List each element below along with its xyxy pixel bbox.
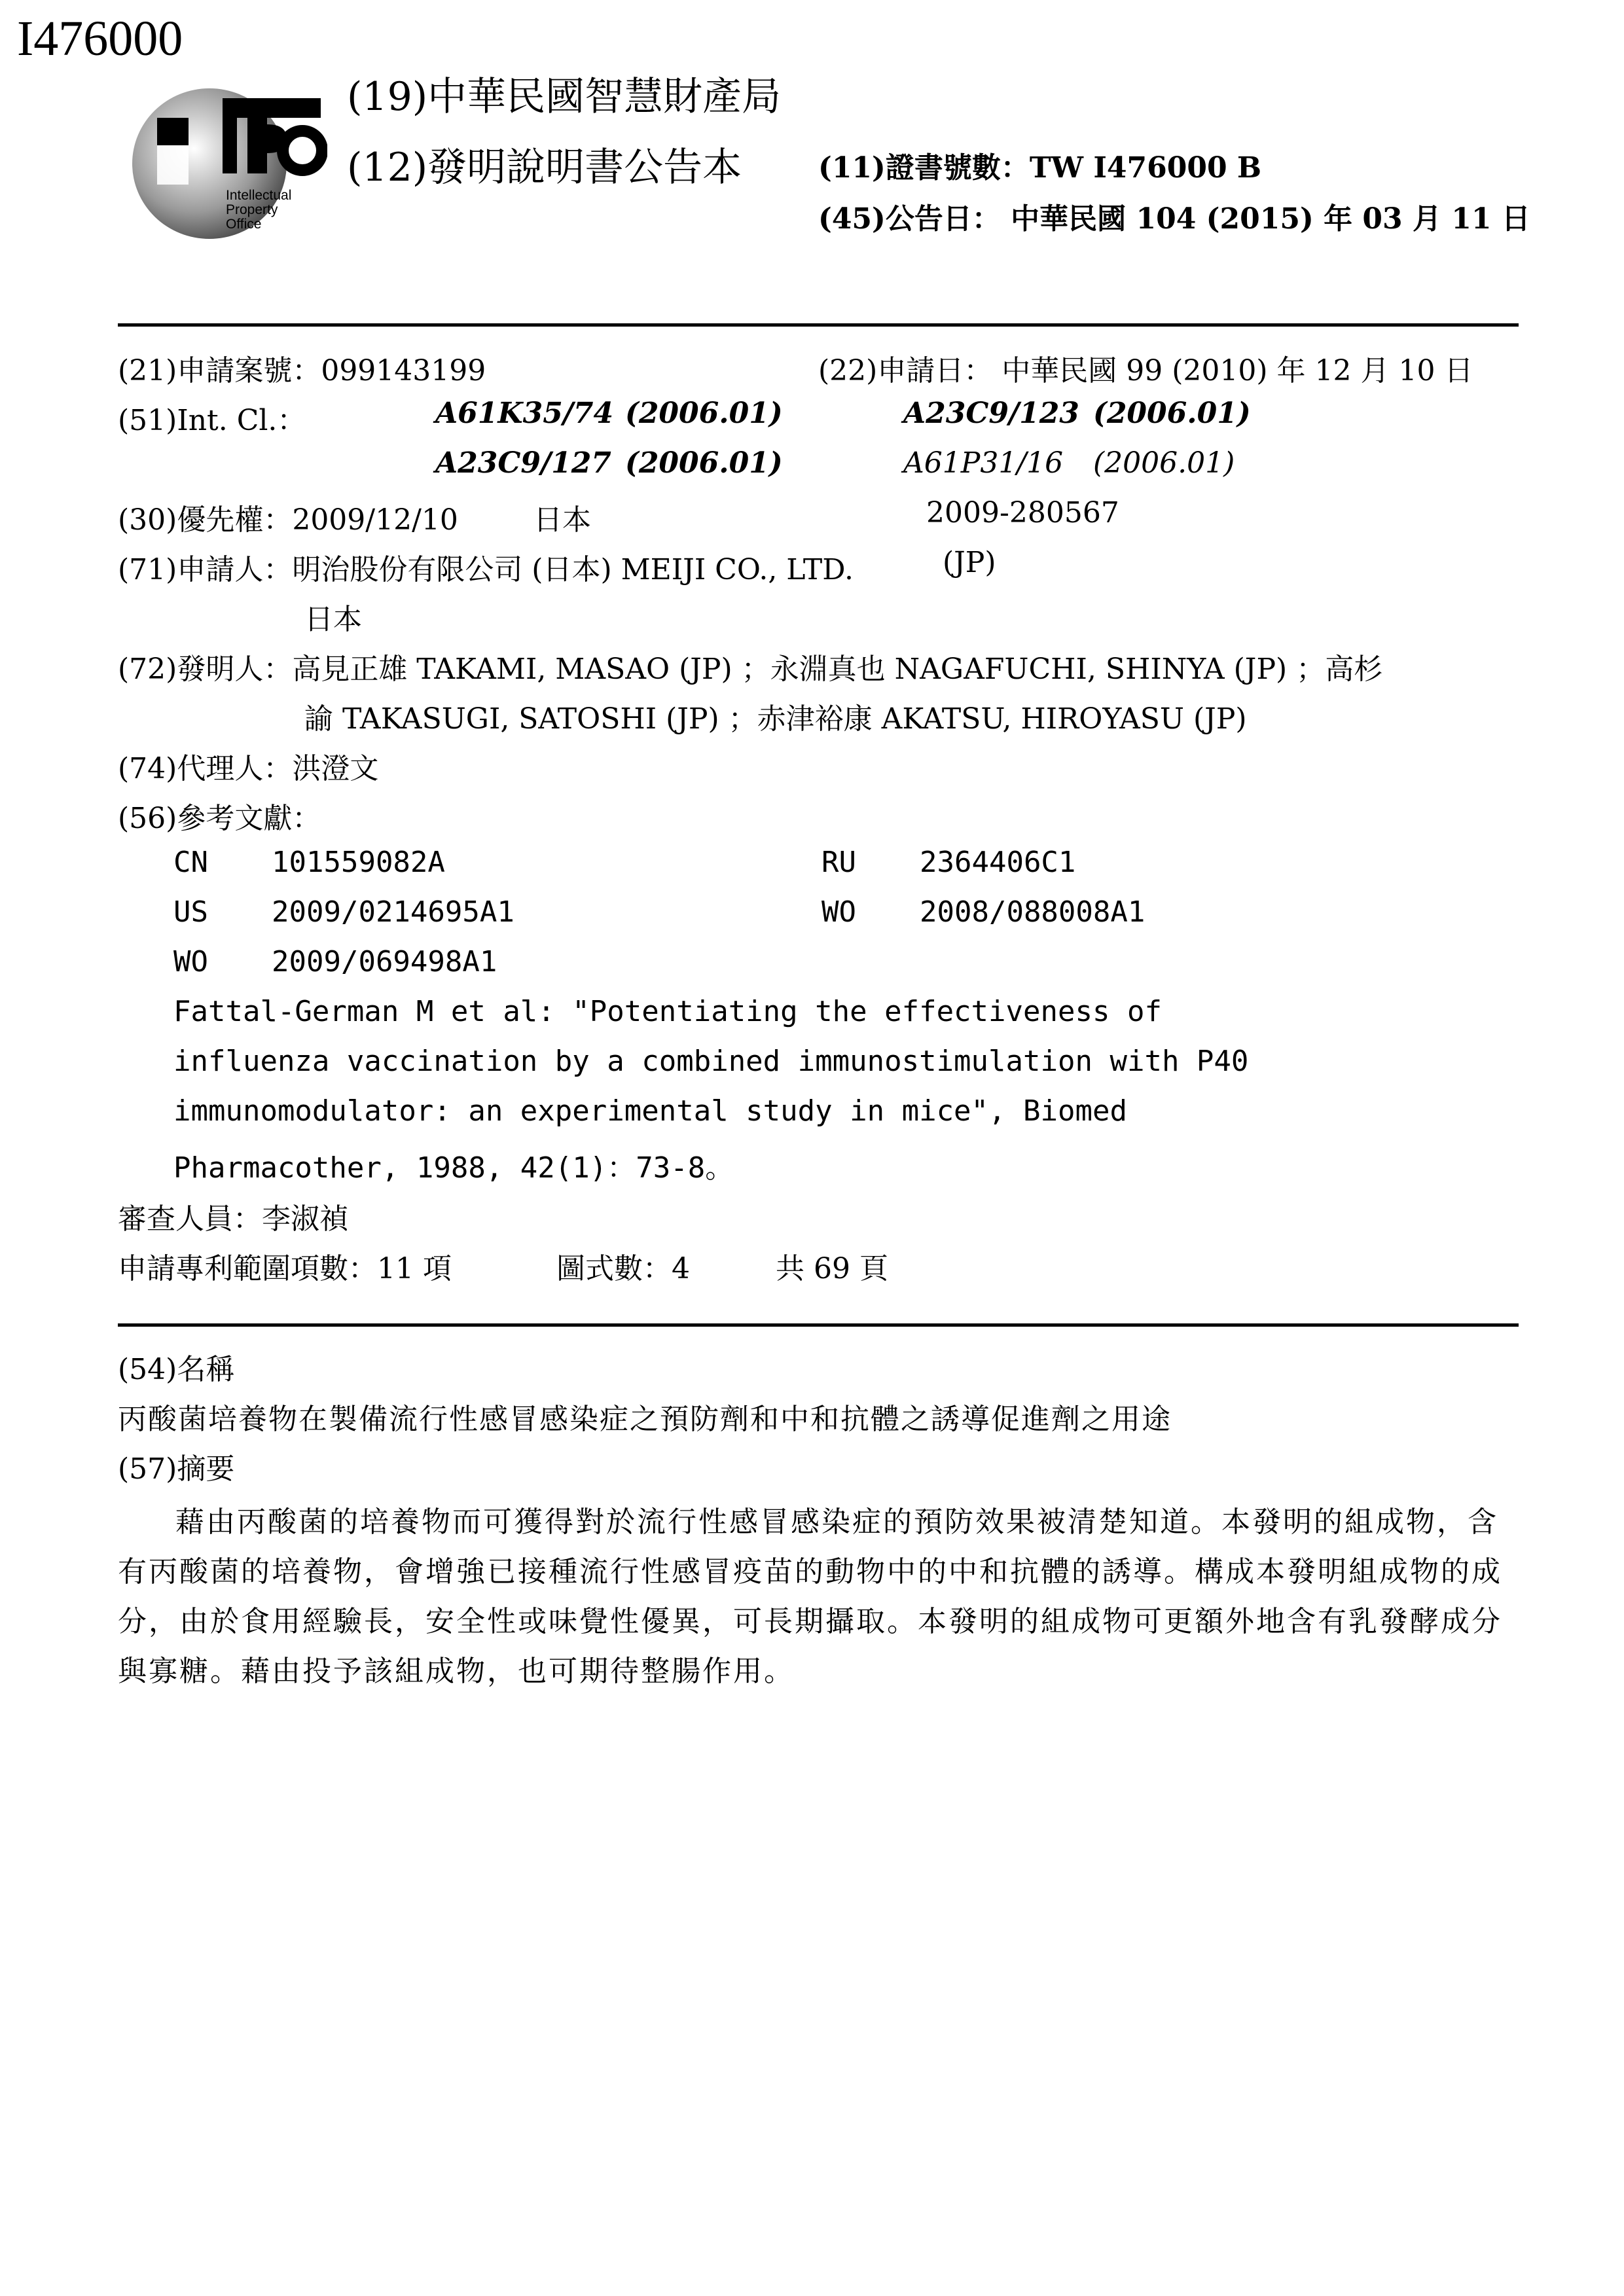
claims-count: 申請專利範圍項數：11 項 [118,1252,452,1285]
npl-citation-line: Pharmacother, 1988, 42(1)：73-8。 [173,1151,734,1185]
int-cl-code: A23C9/123 [903,397,1079,430]
drawings-count: 圖式數：4 [556,1252,690,1285]
middle-divider [118,1323,1519,1327]
int-cl-code: A23C9/127 [435,446,611,480]
reference-number: 2009/069498A1 [272,945,497,978]
certificate-number: (11)證書號數：TW I476000 B [818,151,1262,185]
npl-citation-line: Fattal-German M et al: "Potentiating the effectiveness of [173,995,1162,1028]
priority-country: 日本 [533,503,591,537]
logo-text-line: Intellectual [226,188,292,203]
agency-name: (19)中華民國智慧財產局 [347,74,782,120]
inventors-line-2: 諭 TAKASUGI, SATOSHI (JP) ；赤津裕康 AKATSU, HIROYASU (JP) [304,702,1247,736]
applicant-country-code: (JP) [943,546,996,579]
reference-number: 101559082A [272,846,445,879]
reference-country: WO [821,895,856,929]
filing-date: (22)申請日： 中華民國 99 (2010) 年 12 月 10 日 [818,354,1473,387]
reference-country: RU [821,846,856,879]
reference-number: 2008/088008A1 [920,895,1146,929]
reference-country: CN [173,846,208,879]
publication-number: I476000 [17,11,183,66]
abstract-text: 藉由丙酸菌的培養物而可獲得對於流行性感冒感染症的預防效果被清楚知道。本發明的組成物，含有丙酸菌的培養物，會增強已接種流行性感冒疫苗的動物中的中和抗體的誘導。構成本發明組成物的成分，由於食用經驗長，安全性或味覺性優異，可長期攝取。本發明的組成物可更額外地含有乳發酵成分與寡糖。藉由投予該組成物，也可期待整腸作用。 [118,1505,1502,1688]
reference-number: 2009/0214695A1 [272,895,514,929]
reference-country: WO [173,945,208,978]
abstract-label: (57)摘要 [118,1452,235,1486]
title-label: (54)名稱 [118,1353,235,1386]
int-cl-code: A61K35/74 [435,397,614,430]
reference-number: 2364406C1 [920,846,1076,879]
ipo-logo [131,79,327,242]
top-divider [118,323,1519,327]
application-number: (21)申請案號：099143199 [118,354,486,387]
examiner: 審查人員：李淑禎 [118,1202,348,1236]
npl-citation-line: immunomodulator: an experimental study in mice", Biomed [173,1094,1127,1128]
int-cl-version: (2006.01) [625,446,783,480]
int-cl-code: A61P31/16 [903,446,1064,480]
page-count: 共 69 頁 [776,1252,888,1285]
applicant: (71)申請人：明治股份有限公司 (日本) MEIJI CO., LTD. [118,553,854,586]
int-cl-version: (2006.01) [625,397,783,430]
logo-text-line: Property [226,202,278,217]
agent: (74)代理人：洪澄文 [118,752,379,785]
inventors-line-1: (72)發明人：高見正雄 TAKAMI, MASAO (JP) ；永淵真也 NAGAFUCHI, SHINYA (JP) ；高杉 [118,653,1383,686]
document-type: (12)發明說明書公告本 [347,145,742,190]
logo-text-line: Office [226,217,262,232]
int-cl-label: (51)Int. Cl.： [118,404,306,437]
priority-date: (30)優先權：2009/12/10 [118,503,458,537]
invention-title: 丙酸菌培養物在製備流行性感冒感染症之預防劑和中和抗體之誘導促進劑之用途 [118,1403,1172,1436]
npl-citation-line: influenza vaccination by a combined immunostimulation with P40 [173,1045,1249,1078]
priority-number: 2009-280567 [926,496,1119,529]
references-label: (56)參考文獻： [118,802,321,835]
applicant-country: 日本 [304,603,362,636]
publication-date: (45)公告日： 中華民國 104 (2015) 年 03 月 11 日 [818,202,1530,236]
reference-country: US [173,895,208,929]
int-cl-version: (2006.01) [1093,397,1251,430]
int-cl-version: (2006.01) [1093,446,1235,480]
